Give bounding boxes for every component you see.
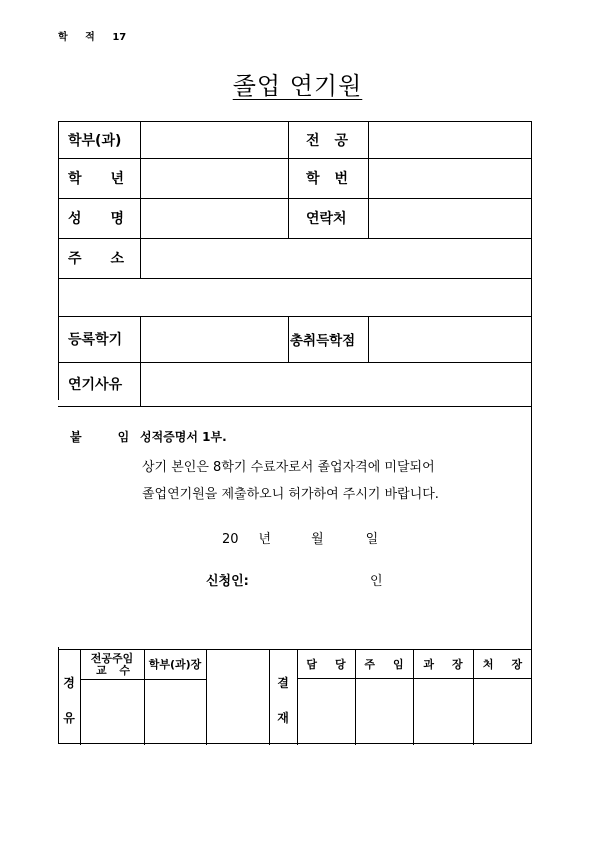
approval-col-chief: 주 임: [364, 657, 404, 671]
document-code: [58, 28, 126, 43]
student-id-label: 학 번: [306, 171, 348, 187]
applicant-label: 신청인:: [206, 574, 249, 589]
seal-mark: 인: [370, 574, 383, 589]
year-field[interactable]: [142, 160, 286, 196]
form-left-border: [58, 121, 59, 400]
approval-col-staff: 담 당: [306, 657, 346, 671]
form-table: [58, 121, 532, 744]
doc-code-char: 학: [58, 32, 68, 43]
attachment-text: 성적증명서 1부.: [140, 430, 227, 444]
form-left-border: [58, 647, 59, 744]
doc-code-number: 17: [112, 32, 127, 43]
credits-field[interactable]: [370, 318, 528, 360]
dept-field[interactable]: [142, 124, 286, 156]
student-id-field[interactable]: [370, 160, 528, 196]
col-divider: [140, 316, 141, 406]
attachment-label: 붙 임: [70, 430, 130, 444]
semesters-label: 등록학기: [68, 332, 123, 348]
col-divider: [206, 649, 207, 745]
dept-head-header: 학부(과)장: [148, 658, 202, 671]
row-divider: [80, 679, 206, 680]
row-divider: [58, 278, 531, 279]
row-divider: [58, 158, 531, 159]
col-divider: [288, 316, 289, 362]
col-divider: [368, 122, 369, 238]
dept-label: 학부(과): [68, 133, 122, 149]
approval-side-label: 결: [277, 675, 289, 690]
major-field[interactable]: [370, 124, 528, 156]
advisor-header: 전공주임 교 수: [90, 652, 134, 677]
credits-label: 총취득학점: [290, 333, 356, 349]
approval-side-label: 재: [277, 710, 289, 725]
routing-side-label: 유: [63, 710, 75, 725]
name-label: 성 명: [68, 211, 124, 227]
major-label: 전 공: [306, 133, 348, 149]
row-divider: [297, 678, 531, 679]
col-divider: [288, 122, 289, 238]
page-title: 졸업 연기원: [232, 72, 363, 100]
reason-field[interactable]: [142, 364, 528, 404]
col-divider: [368, 316, 369, 362]
doc-code-char: 적: [85, 32, 95, 43]
name-field[interactable]: [142, 200, 286, 236]
contact-label: 연락처: [306, 211, 347, 227]
approval-col-section-head: 과 장: [423, 657, 463, 671]
row-divider: [58, 406, 531, 407]
date-line: 20 년 월 일: [222, 532, 379, 547]
address-label: 주 소: [68, 251, 124, 267]
row-divider: [58, 238, 531, 239]
row-divider: [58, 198, 531, 199]
year-label: 학 년: [68, 171, 124, 187]
address-field-2[interactable]: [60, 280, 528, 314]
contact-field[interactable]: [370, 200, 528, 236]
statement-line-2: 졸업연기원을 제출하오니 허가하여 주시기 바랍니다.: [142, 487, 439, 502]
routing-side-label: 경: [63, 675, 75, 690]
row-divider: [58, 362, 531, 363]
approval-col-director: 처 장: [482, 657, 523, 671]
semesters-field[interactable]: [142, 318, 286, 360]
statement-line-1: 상기 본인은 8학기 수료자로서 졸업자격에 미달되어: [142, 460, 435, 475]
col-divider: [140, 122, 141, 278]
reason-label: 연기사유: [68, 377, 123, 393]
address-field[interactable]: [142, 240, 528, 276]
